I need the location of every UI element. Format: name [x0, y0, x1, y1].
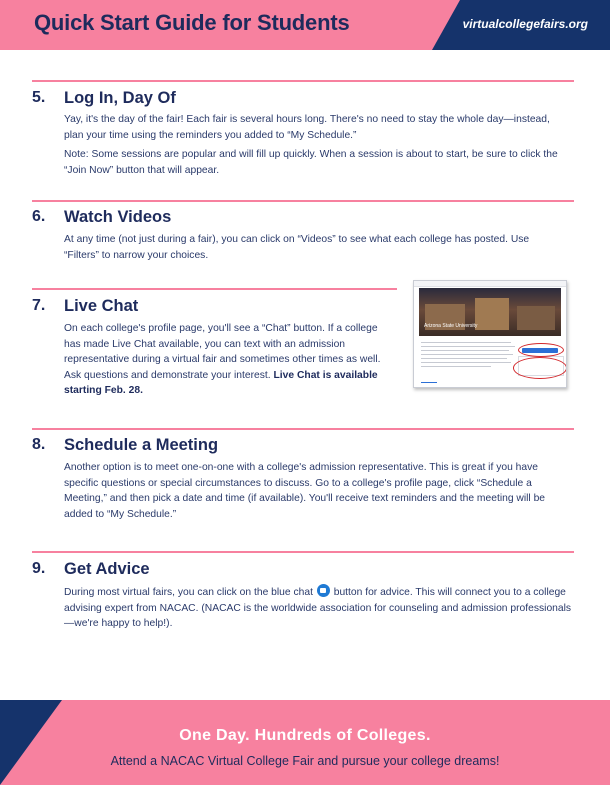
section-number: 7. — [32, 297, 46, 314]
section-title: Live Chat — [64, 297, 139, 315]
highlight-circle — [518, 343, 564, 357]
section-body — [64, 584, 574, 632]
section-divider — [32, 80, 574, 82]
tab-underline — [421, 382, 437, 383]
footer-tagline: Attend a NACAC Virtual College Fair and pursue your college dreams! — [110, 754, 500, 768]
section-body — [64, 460, 574, 522]
section-text: button for advice. This will connect you to a college advising expert from NACAC. (NACAC is the worldwide association for counseling and admission professionals—we're happy to help!). — [64, 587, 572, 630]
college-profile-screenshot — [413, 280, 567, 388]
section-paragraph: Note: Some sessions are popular and will fill up quickly. When a session is about to start, be sure to click the “Join Now” button that will appear. — [64, 149, 558, 176]
section-paragraph: Yay, it's the day of the fair! Each fair is several hours long. There's no need to stay the whole day—instead, plan your time using the reminders you added to “My Schedule.” — [64, 114, 550, 141]
section-title: Schedule a Meeting — [64, 436, 219, 454]
section-divider — [32, 551, 574, 553]
section-divider — [32, 428, 574, 430]
page-title: Quick Start Guide for Students — [34, 10, 350, 35]
section-divider — [32, 288, 397, 290]
section-paragraph — [64, 584, 574, 632]
footer-headline: One Day. Hundreds of Colleges. — [179, 727, 431, 744]
section-paragraph: Another option is to meet one-on-one with a college's admission representative. This is great if you have specific questions or special circumstances to discuss. Go to a college's profile page, click “Schedule a Meeting,” and then pick a date and time (if available). You'll receive text reminders and the meeting will be added to “My Schedule.” — [64, 462, 546, 520]
section-divider — [32, 200, 574, 202]
section-title: Get Advice — [64, 560, 150, 578]
website-link[interactable]: virtualcollegefairs.org — [462, 17, 588, 31]
chat-bubble-icon — [317, 584, 330, 597]
section-number: 8. — [32, 436, 46, 453]
section-body — [64, 232, 564, 263]
section-body — [64, 321, 394, 399]
live-chat-availability: Live Chat is available starting Feb. 28. — [64, 369, 378, 397]
browser-bar — [414, 281, 566, 287]
section-paragraph — [64, 321, 394, 399]
section-body — [64, 112, 564, 178]
section-text: During most virtual fairs, you can click on the blue chat — [64, 587, 313, 598]
section-text: On each college's profile page, you'll see a “Chat” button. If a college has made Live Chat available, you can text with an admission representative during a virtual fair and sometimes other times as well. Ask questions and demonstrate your interest. — [64, 323, 381, 381]
section-number: 6. — [32, 208, 46, 225]
section-paragraph: At any time (not just during a fair), you can click on “Videos” to see what each college has posted. Use “Filters” to narrow your choices. — [64, 234, 530, 261]
section-title: Log In, Day Of — [64, 89, 176, 107]
section-number: 9. — [32, 560, 46, 577]
section-title: Watch Videos — [64, 208, 172, 226]
highlight-circle — [513, 357, 567, 379]
school-name: Arizona State University — [424, 323, 478, 329]
page-header — [0, 0, 610, 50]
section-number: 5. — [32, 89, 46, 106]
